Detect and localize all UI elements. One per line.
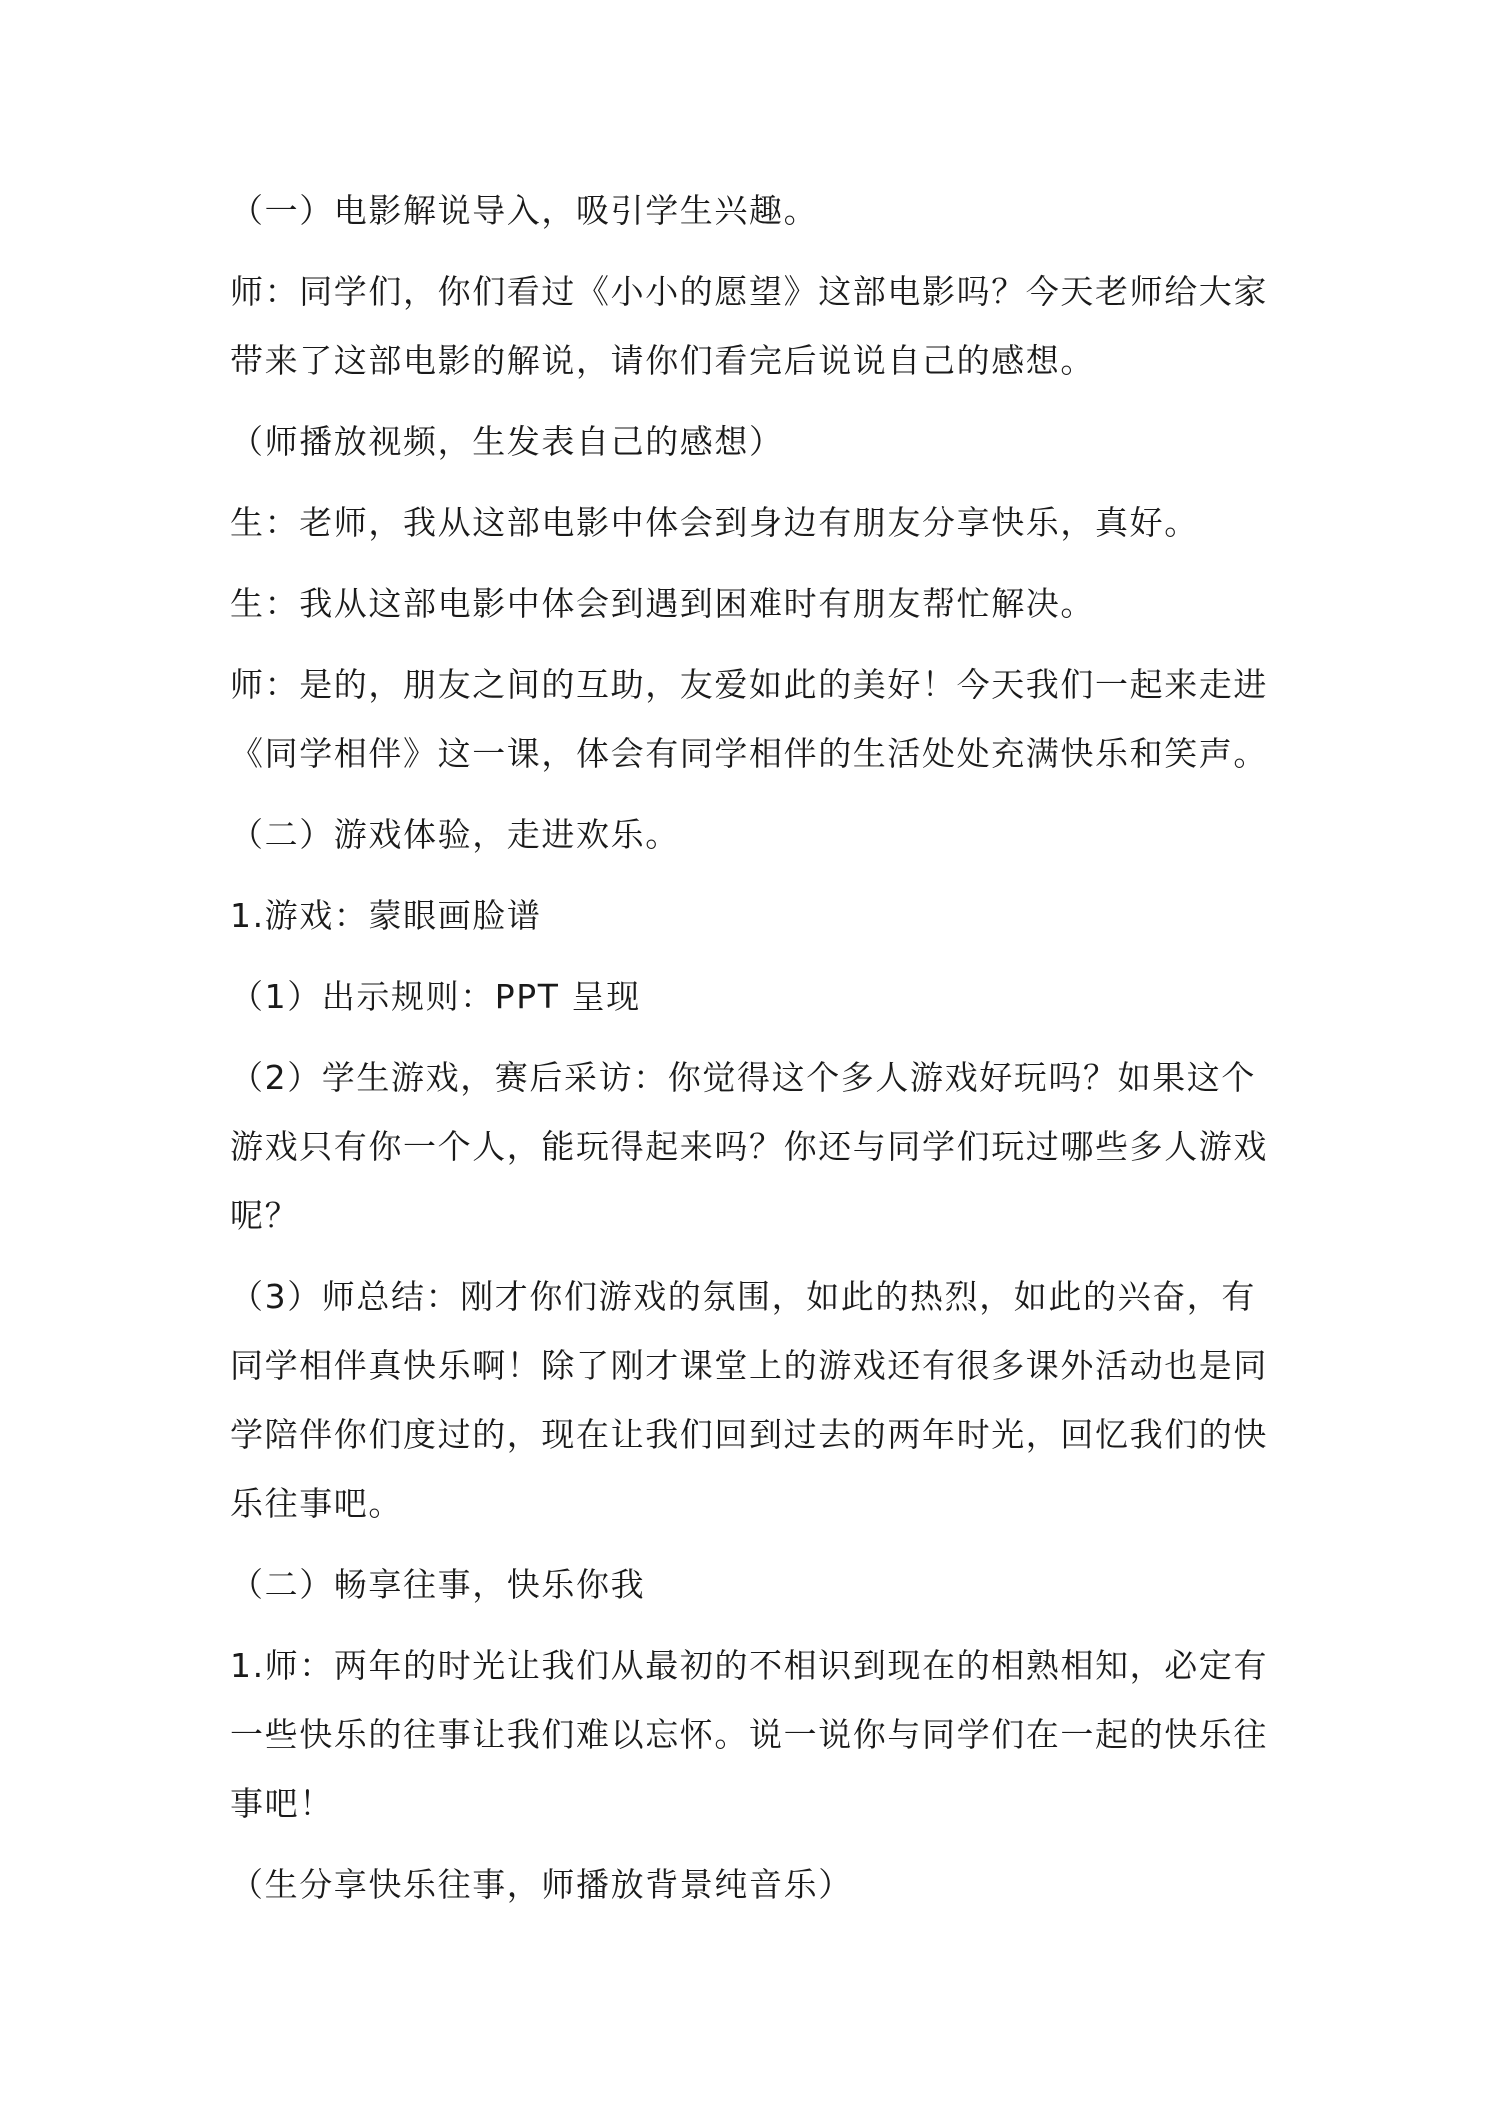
game-step-2: （2）学生游戏，赛后采访：你觉得这个多人游戏好玩吗？如果这个游戏只有你一个人，能玩得起来吗？你还与同学们玩过哪些多人游戏呢？ xyxy=(230,1058,1268,1235)
section-heading-1: （一）电影解说导入，吸引学生兴趣。 xyxy=(230,191,819,230)
game-step-1: （1）出示规则：PPT 呈现 xyxy=(230,977,641,1016)
section-heading-2: （二）游戏体验，走进欢乐。 xyxy=(230,815,680,854)
document-body xyxy=(230,176,1270,1931)
section-heading-3: （二）畅享往事，快乐你我 xyxy=(230,1565,646,1604)
stage-direction-video: （师播放视频，生发表自己的感想） xyxy=(230,422,784,461)
game-step-3: （3）师总结：刚才你们游戏的氛围，如此的热烈，如此的兴奋，有同学相伴真快乐啊！除了刚才课堂上的游戏还有很多课外活动也是同学陪伴你们度过的，现在让我们回到过去的两年时光，回忆我们的快乐往事吧。 xyxy=(230,1277,1268,1523)
game-title: 1.游戏：蒙眼画脸谱 xyxy=(230,896,542,935)
teacher-transition-paragraph: 师：是的，朋友之间的互助，友爱如此的美好！今天我们一起来走进《同学相伴》这一课，体会有同学相伴的生活处处充满快乐和笑声。 xyxy=(230,665,1268,773)
student-response-2: 生：我从这部电影中体会到遇到困难时有朋友帮忙解决。 xyxy=(230,584,1095,623)
teacher-intro-paragraph: 师：同学们，你们看过《小小的愿望》这部电影吗？今天老师给大家带来了这部电影的解说，请你们看完后说说自己的感想。 xyxy=(230,272,1268,380)
student-response-1: 生：老师，我从这部电影中体会到身边有朋友分享快乐，真好。 xyxy=(230,503,1199,542)
teacher-prompt-paragraph: 1.师：两年的时光让我们从最初的不相识到现在的相熟相知，必定有一些快乐的往事让我们难以忘怀。说一说你与同学们在一起的快乐往事吧！ xyxy=(230,1646,1269,1823)
stage-direction-music: （生分享快乐往事，师播放背景纯音乐） xyxy=(230,1865,853,1904)
